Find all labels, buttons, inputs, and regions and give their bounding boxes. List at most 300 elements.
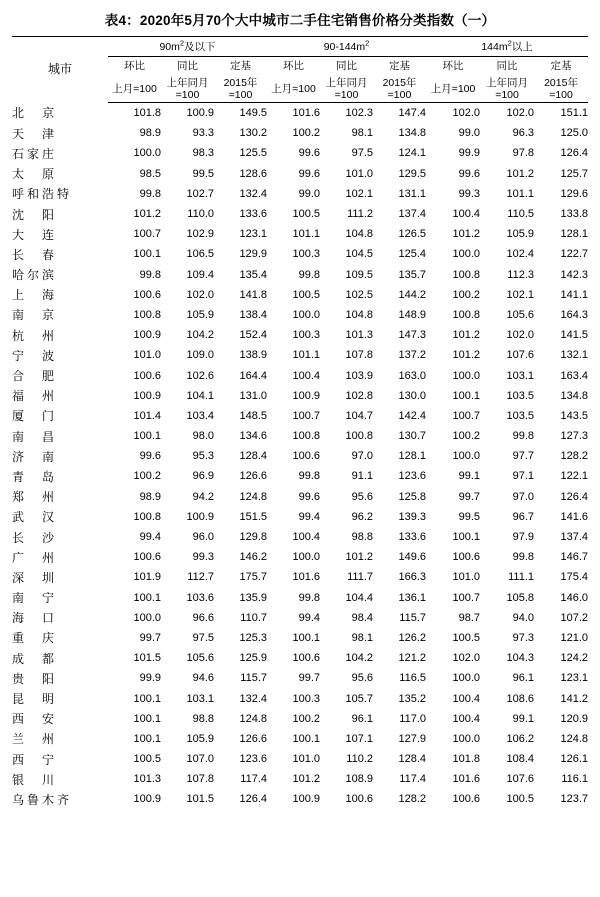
value-cell: 120.9 [560,712,589,725]
city-name: 深 圳 [12,570,58,585]
table-row [12,325,588,345]
value-cell: 175.4 [560,571,589,584]
value-cell: 100.5 [133,753,161,766]
value-cell: 103.6 [186,591,214,604]
value-cell: 99.7 [458,490,481,503]
table-row [12,406,588,426]
city-name: 兰 州 [12,732,58,747]
value-cell: 99.9 [458,147,481,160]
value-cell: 101.6 [292,571,320,584]
value-cell: 109.4 [186,268,214,281]
value-cell: 104.2 [186,329,214,342]
value-cell: 99.8 [298,591,320,604]
value-cell: 102.5 [345,288,373,301]
value-cell: 129.8 [239,531,267,544]
value-cell: 135.2 [398,692,427,705]
table-row [12,789,588,809]
value-cell: 102.9 [186,228,214,241]
value-cell: 99.0 [458,127,481,140]
value-cell: 102.1 [345,187,373,200]
value-cell: 115.7 [399,611,427,624]
value-cell: 126.2 [398,631,427,644]
header-base-2-1: 上年同月=100 [480,76,534,103]
city-name: 银 川 [12,772,58,787]
value-cell: 100.2 [133,470,161,483]
city-name: 西 安 [12,712,58,727]
value-cell: 128.4 [239,450,267,463]
value-cell: 98.9 [139,490,161,503]
city-name: 太 原 [12,167,58,182]
value-cell: 99.6 [298,147,320,160]
value-cell: 147.3 [398,329,427,342]
value-cell: 107.0 [186,753,214,766]
value-cell: 149.5 [239,107,267,120]
value-cell: 132.4 [239,187,267,200]
value-cell: 100.7 [452,591,481,604]
value-cell: 133.8 [560,208,589,221]
value-cell: 151.5 [239,510,267,523]
value-cell: 100.6 [345,793,373,806]
value-cell: 134.8 [560,389,589,402]
value-cell: 108.9 [345,773,373,786]
value-cell: 121.0 [560,631,589,644]
value-cell: 152.4 [239,329,267,342]
table-row [12,224,588,244]
value-cell: 100.0 [292,551,320,564]
value-cell: 99.1 [458,470,481,483]
table-row [12,164,588,184]
value-cell: 115.7 [240,672,267,685]
value-cell: 95.6 [351,672,373,685]
value-cell: 97.9 [512,531,535,544]
value-cell: 100.5 [292,208,320,221]
value-cell: 98.0 [192,430,214,443]
table-row [12,244,588,264]
value-cell: 101.3 [345,329,373,342]
city-name: 厦 门 [12,409,58,424]
value-cell: 146.0 [560,591,589,604]
value-cell: 100.3 [292,692,320,705]
table-row [12,446,588,466]
table-row [12,285,588,305]
value-cell: 148.5 [239,409,267,422]
value-cell: 138.4 [239,308,267,321]
value-cell: 100.6 [452,793,481,806]
value-cell: 109.0 [186,349,214,362]
value-cell: 101.9 [133,571,161,584]
value-cell: 99.6 [458,167,481,180]
value-cell: 142.3 [560,268,589,281]
value-cell: 151.1 [560,107,589,120]
table-row [12,628,588,648]
value-cell: 97.0 [512,490,535,503]
value-cell: 100.8 [345,430,373,443]
value-cell: 101.0 [345,167,373,180]
value-cell: 128.1 [398,450,427,463]
value-cell: 130.0 [398,389,427,402]
value-cell: 95.6 [351,490,373,503]
value-cell: 99.3 [458,187,481,200]
value-cell: 100.8 [133,308,161,321]
header-group-2: $144m^2$以上 [426,37,588,57]
price-index-table [12,36,588,810]
table-row [12,668,588,688]
value-cell: 122.1 [560,470,589,483]
value-cell: 100.3 [292,248,320,261]
value-cell: 141.6 [560,510,589,523]
value-cell: 99.6 [298,167,320,180]
value-cell: 100.1 [133,712,161,725]
value-cell: 97.1 [512,470,535,483]
header-base-2-2: 2015年=100 [534,76,588,103]
value-cell: 100.1 [133,692,161,705]
value-cell: 103.4 [186,409,214,422]
value-cell: 100.1 [452,389,481,402]
value-cell: 104.7 [345,409,373,422]
value-cell: 101.8 [133,107,161,120]
value-cell: 101.2 [452,228,481,241]
value-cell: 147.4 [398,107,427,120]
value-cell: 146.2 [239,551,267,564]
value-cell: 102.8 [345,389,373,402]
city-name: 合 肥 [12,369,58,384]
city-name: 北 京 [12,106,58,121]
value-cell: 135.7 [398,268,427,281]
value-cell: 100.9 [186,510,214,523]
table-row [12,365,588,385]
city-name: 南 宁 [12,591,58,606]
city-name: 昆 明 [12,692,58,707]
value-cell: 100.8 [452,308,481,321]
value-cell: 111.7 [347,571,373,584]
value-cell: 99.8 [139,268,161,281]
value-cell: 99.6 [139,450,161,463]
value-cell: 100.5 [452,631,481,644]
header-measure-2-0: 环比 [442,60,464,73]
value-cell: 110.7 [240,611,267,624]
value-cell: 126.4 [239,793,267,806]
value-cell: 96.0 [192,531,214,544]
value-cell: 100.0 [452,248,481,261]
value-cell: 100.0 [452,369,481,382]
value-cell: 141.1 [560,288,589,301]
value-cell: 100.1 [133,591,161,604]
table-row [12,729,588,749]
value-cell: 141.2 [560,692,589,705]
value-cell: 128.6 [239,167,267,180]
value-cell: 107.2 [560,611,589,624]
value-cell: 102.0 [452,652,481,665]
value-cell: 105.9 [506,228,535,241]
city-name: 沈 阳 [12,207,58,222]
value-cell: 100.0 [133,611,161,624]
value-cell: 99.9 [139,672,161,685]
value-cell: 97.7 [512,450,535,463]
header-measure-0-2: 定基 [230,60,251,73]
city-name: 上 海 [12,288,58,303]
value-cell: 117.0 [399,712,427,725]
value-cell: 100.2 [452,430,481,443]
value-cell: 99.4 [298,510,320,523]
city-name: 贵 阳 [12,671,58,686]
value-cell: 110.5 [507,208,535,221]
value-cell: 96.6 [192,611,214,624]
value-cell: 100.4 [452,692,481,705]
table-row [12,709,588,729]
value-cell: 101.2 [292,773,320,786]
value-cell: 100.1 [133,732,161,745]
value-cell: 100.9 [133,329,161,342]
value-cell: 104.3 [506,652,535,665]
value-cell: 100.1 [292,732,320,745]
value-cell: 134.6 [239,430,267,443]
value-cell: 141.5 [560,329,589,342]
value-cell: 125.5 [239,147,267,160]
value-cell: 100.8 [133,510,161,523]
value-cell: 96.7 [512,510,535,523]
header-group-1: $90-144m^2$ [267,37,426,57]
value-cell: 100.0 [292,308,320,321]
value-cell: 101.6 [452,773,481,786]
value-cell: 100.2 [452,288,481,301]
city-name: 长 春 [12,247,58,262]
value-cell: 101.3 [133,773,161,786]
value-cell: 129.5 [398,167,427,180]
value-cell: 125.8 [398,490,427,503]
value-cell: 144.2 [398,288,427,301]
value-cell: 99.7 [139,631,161,644]
table-row [12,567,588,587]
value-cell: 100.9 [133,389,161,402]
value-cell: 96.9 [192,470,214,483]
value-cell: 127.3 [560,430,589,443]
value-cell: 99.8 [298,470,320,483]
value-cell: 130.7 [398,430,427,443]
value-cell: 102.7 [186,187,214,200]
value-cell: 100.8 [452,268,481,281]
value-cell: 105.7 [345,692,373,705]
value-cell: 104.8 [345,308,373,321]
value-cell: 98.5 [139,167,161,180]
value-cell: 99.3 [192,551,214,564]
value-cell: 94.2 [192,490,214,503]
value-cell: 123.1 [560,672,589,685]
table-row [12,547,588,567]
value-cell: 100.1 [133,248,161,261]
city-name: 南 昌 [12,429,58,444]
value-cell: 123.7 [560,793,589,806]
value-cell: 125.3 [239,631,267,644]
value-cell: 126.4 [560,147,589,160]
value-cell: 94.6 [192,672,214,685]
header-base-1-0: 上月=100 [267,76,320,103]
value-cell: 96.3 [512,127,535,140]
value-cell: 99.6 [298,490,320,503]
value-cell: 149.6 [398,551,427,564]
value-cell: 100.0 [452,732,481,745]
header-measure-1-1: 同比 [336,60,357,73]
value-cell: 175.7 [239,571,267,584]
city-name: 大 连 [12,227,58,242]
value-cell: 141.8 [239,288,267,301]
value-cell: 99.8 [298,268,320,281]
value-cell: 100.5 [506,793,535,806]
value-cell: 99.5 [192,167,214,180]
table-row [12,426,588,446]
value-cell: 116.5 [399,672,427,685]
value-cell: 164.3 [560,308,589,321]
value-cell: 163.4 [560,369,589,382]
value-cell: 101.0 [133,349,161,362]
value-cell: 100.4 [452,208,481,221]
table-row [12,466,588,486]
value-cell: 95.3 [192,450,214,463]
table-row [12,386,588,406]
header-base-0-2: 2015年=100 [214,76,267,103]
value-cell: 99.4 [298,611,320,624]
value-cell: 126.4 [560,490,589,503]
value-cell: 100.4 [452,712,481,725]
value-cell: 148.9 [398,308,427,321]
value-cell: 108.6 [506,692,535,705]
value-cell: 123.6 [398,470,427,483]
value-cell: 102.6 [186,369,214,382]
value-cell: 124.8 [560,732,589,745]
header-group-row [12,37,588,57]
value-cell: 99.7 [298,672,320,685]
value-cell: 100.7 [133,228,161,241]
value-cell: 94.0 [512,611,535,624]
header-measure-0-1: 同比 [177,60,198,73]
value-cell: 100.6 [292,450,320,463]
table-row [12,103,588,124]
table-row [12,648,588,668]
value-cell: 123.6 [239,753,267,766]
value-cell: 101.2 [345,551,373,564]
value-cell: 96.1 [351,712,373,725]
value-cell: 128.2 [398,793,427,806]
value-cell: 107.8 [186,773,214,786]
value-cell: 139.3 [398,510,427,523]
city-name: 郑 州 [12,490,58,505]
value-cell: 102.0 [506,329,535,342]
value-cell: 100.1 [452,531,481,544]
value-cell: 101.1 [292,349,320,362]
value-cell: 126.1 [560,753,589,766]
value-cell: 100.4 [292,531,320,544]
value-cell: 101.1 [292,228,320,241]
value-cell: 100.1 [292,631,320,644]
city-name: 西 宁 [12,752,58,767]
header-measure-1-0: 环比 [283,60,304,73]
value-cell: 106.2 [506,732,535,745]
value-cell: 100.2 [292,127,320,140]
value-cell: 102.0 [452,107,481,120]
value-cell: 104.8 [345,228,373,241]
value-cell: 96.1 [512,672,535,685]
value-cell: 104.1 [186,389,214,402]
header-base-0-1: 上年同月=100 [161,76,214,103]
value-cell: 100.5 [292,288,320,301]
table-row [12,749,588,769]
value-cell: 97.0 [351,450,373,463]
city-name: 南 京 [12,308,58,323]
value-cell: 100.0 [452,450,481,463]
value-cell: 136.1 [398,591,427,604]
value-cell: 131.1 [398,187,427,200]
value-cell: 106.5 [186,248,214,261]
header-base-1-1: 上年同月=100 [320,76,373,103]
city-name: 广 州 [12,550,58,565]
value-cell: 117.4 [399,773,427,786]
table-row [12,123,588,143]
value-cell: 123.1 [239,228,267,241]
value-cell: 100.6 [133,369,161,382]
value-cell: 101.2 [506,167,535,180]
value-cell: 99.0 [298,187,320,200]
value-cell: 100.6 [292,652,320,665]
value-cell: 101.2 [452,329,481,342]
table-body [12,103,588,810]
value-cell: 100.0 [452,672,481,685]
value-cell: 99.8 [512,551,535,564]
city-name: 杭 州 [12,328,58,343]
city-name: 哈尔滨 [12,268,58,283]
value-cell: 128.2 [560,450,589,463]
value-cell: 103.5 [506,409,535,422]
value-cell: 100.3 [292,329,320,342]
table-row [12,507,588,527]
value-cell: 100.7 [292,409,320,422]
value-cell: 133.6 [239,208,267,221]
value-cell: 129.6 [560,187,589,200]
city-name: 长 沙 [12,530,58,545]
city-name: 重 庆 [12,631,58,646]
value-cell: 137.4 [560,531,589,544]
table-row [12,487,588,507]
city-name: 天 津 [12,126,58,141]
city-name: 石家庄 [12,146,58,161]
value-cell: 97.8 [512,147,535,160]
value-cell: 100.4 [292,369,320,382]
value-cell: 101.2 [133,208,161,221]
value-cell: 128.1 [560,228,589,241]
value-cell: 97.5 [192,631,214,644]
header-measure-0-0: 环比 [124,60,145,73]
value-cell: 105.6 [186,652,214,665]
value-cell: 105.9 [186,308,214,321]
value-cell: 91.1 [351,470,373,483]
value-cell: 132.1 [560,349,589,362]
table-row [12,305,588,325]
value-cell: 117.4 [240,773,267,786]
value-cell: 98.9 [139,127,161,140]
value-cell: 129.9 [239,248,267,261]
value-cell: 137.2 [398,349,427,362]
value-cell: 109.5 [345,268,373,281]
value-cell: 101.4 [133,409,161,422]
value-cell: 163.0 [398,369,427,382]
table-row [12,688,588,708]
value-cell: 138.9 [239,349,267,362]
value-cell: 100.9 [186,107,214,120]
city-name: 福 州 [12,389,58,404]
city-name: 武 汉 [12,510,58,525]
header-measure-2-2: 定基 [550,60,572,73]
value-cell: 100.6 [452,551,481,564]
value-cell: 137.4 [398,208,427,221]
value-cell: 124.8 [239,712,267,725]
